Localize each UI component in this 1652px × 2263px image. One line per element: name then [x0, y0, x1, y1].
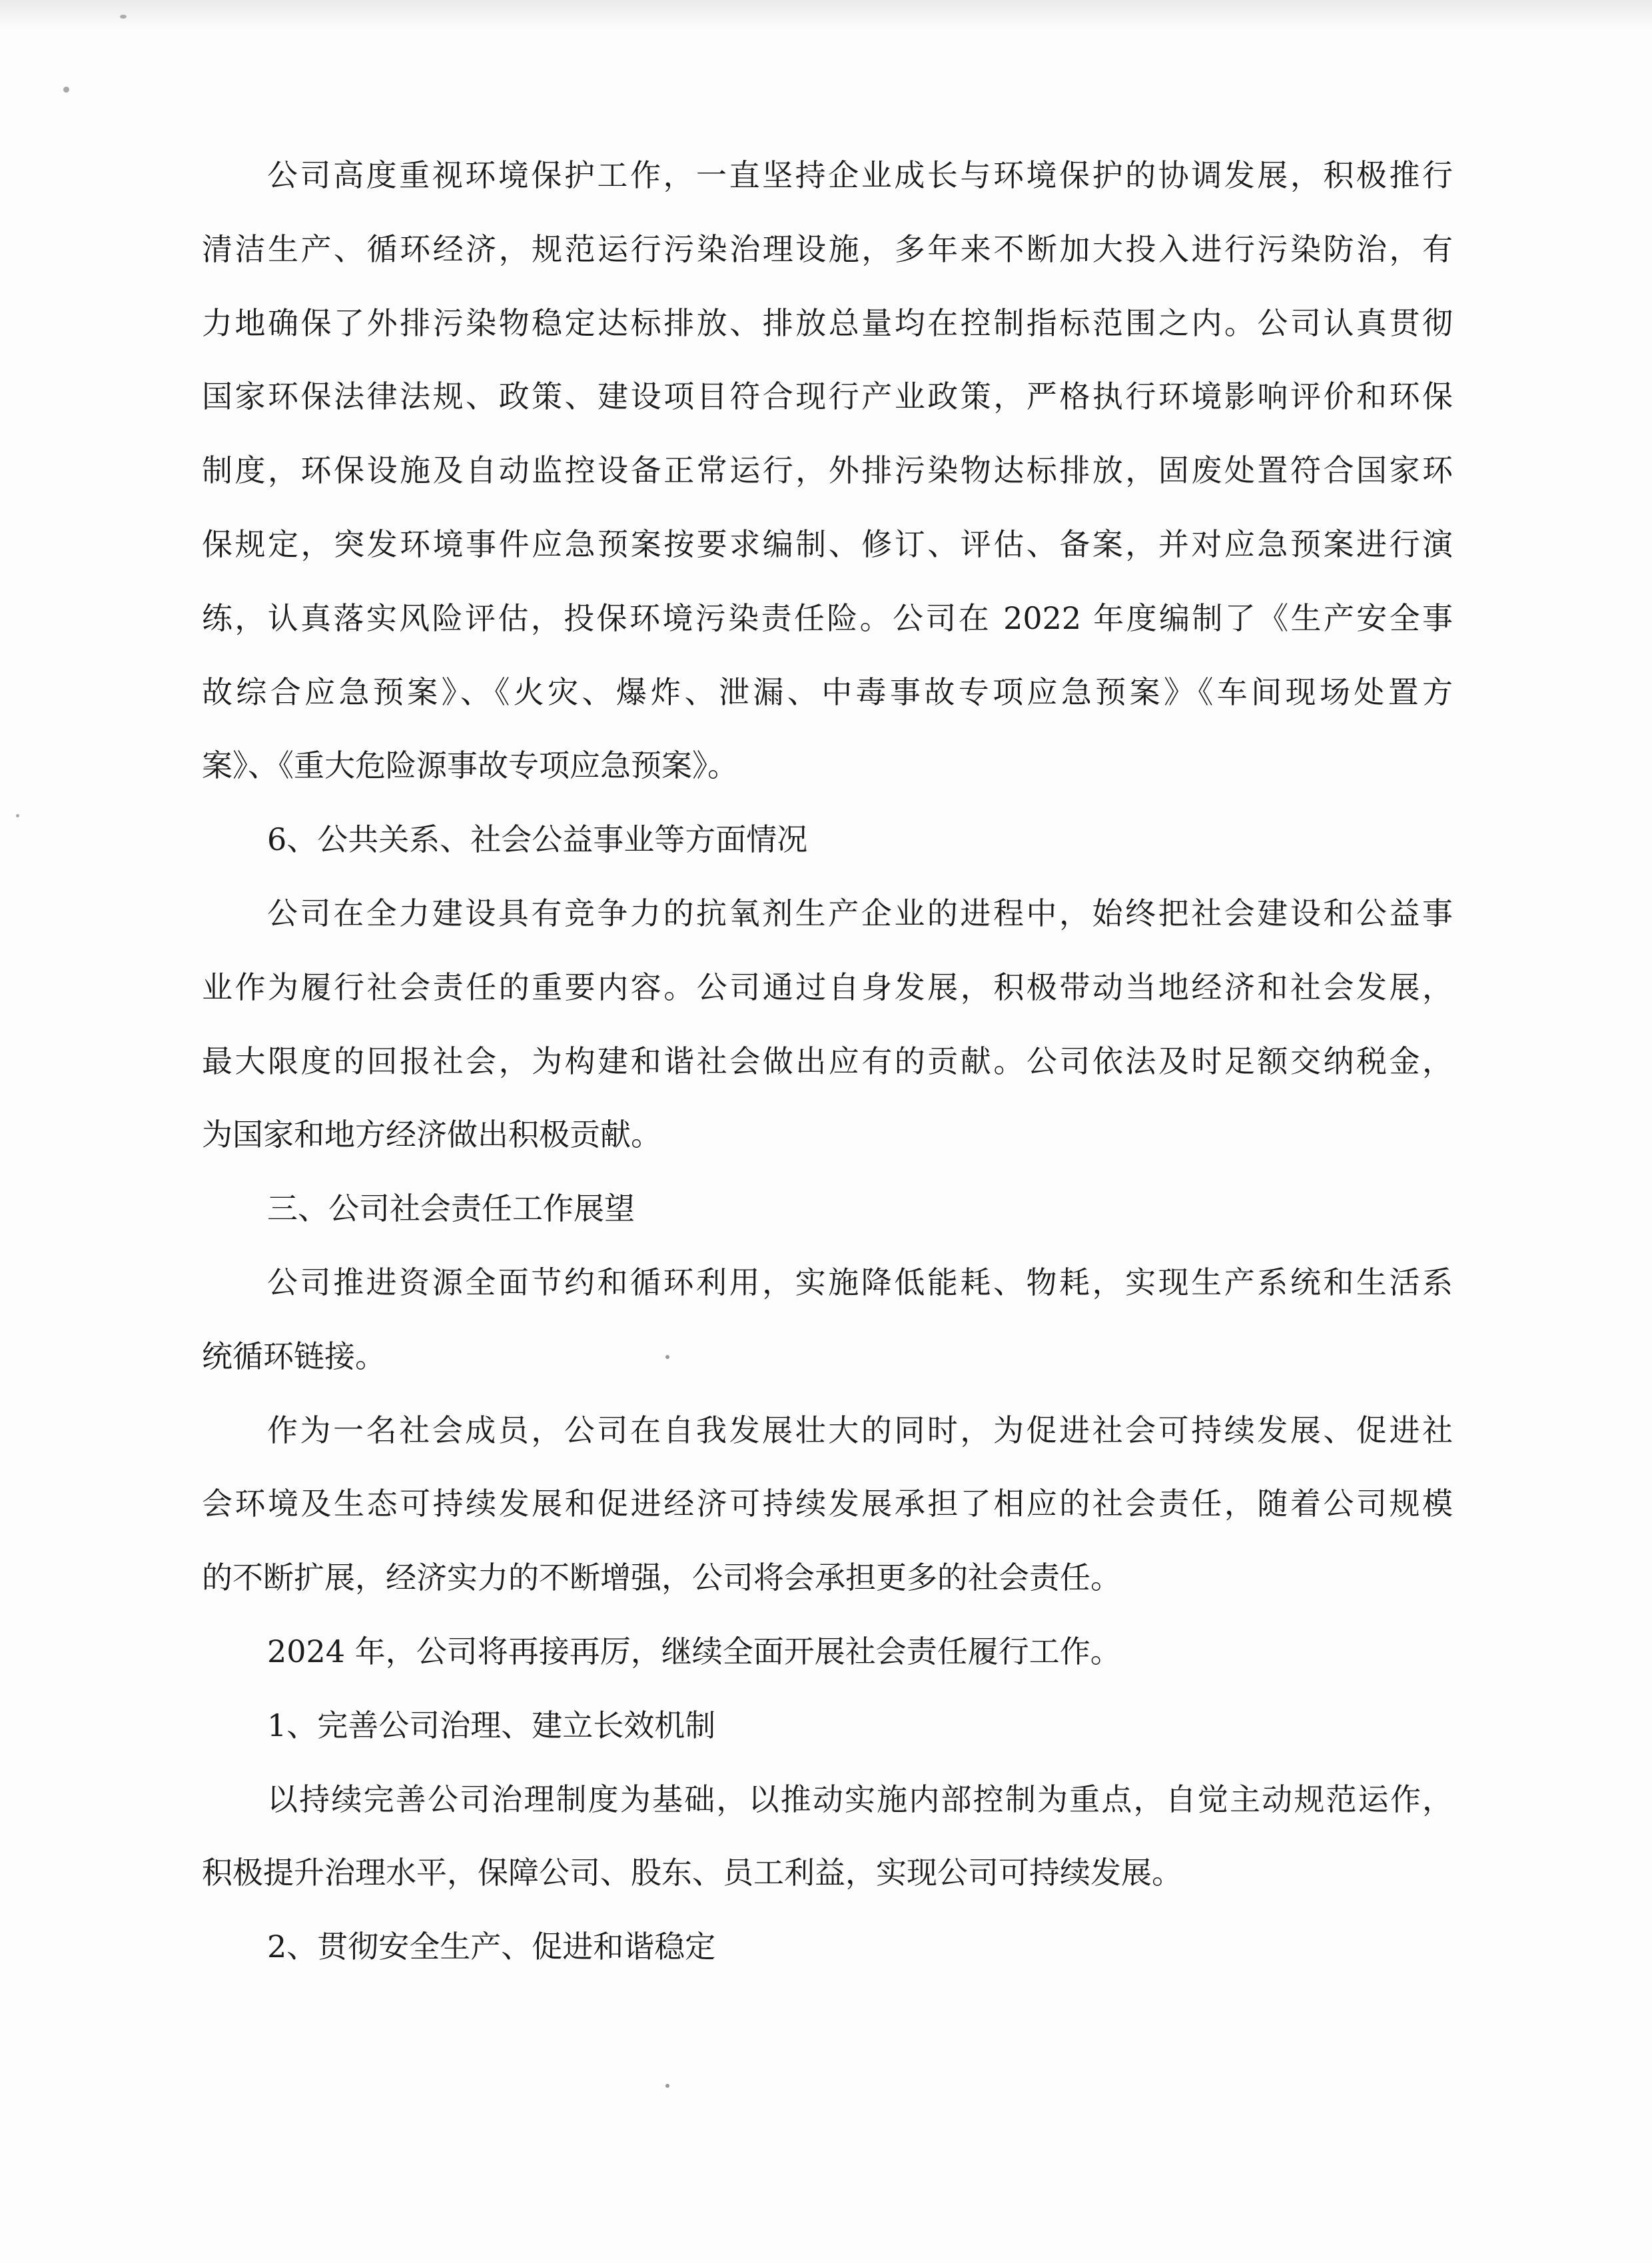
- section-heading-outlook: 三、公司社会责任工作展望: [267, 1190, 635, 1227]
- plan-2024-paragraph: [202, 1615, 1453, 1689]
- environment-paragraph: [202, 139, 1453, 803]
- text-line: 练，认真落实风险评估，投保环境污染责任险。公司在 2022 年度编制了《生产安全事: [202, 600, 1453, 636]
- text-line: 会环境及生态可持续发展和促进经济可持续发展承担了相应的社会责任，随着公司规模: [202, 1486, 1453, 1522]
- document-body: [202, 139, 1453, 1984]
- scan-speck: [63, 87, 69, 93]
- section-heading-governance: 1、完善公司治理、建立长效机制: [267, 1707, 716, 1743]
- text-line: 公司推进资源全面节约和循环利用，实施降低能耗、物耗，实现生产系统和生活系: [267, 1264, 1453, 1300]
- resource-paragraph: [202, 1246, 1453, 1394]
- text-line: 清洁生产、循环经济，规范运行污染治理设施，多年来不断加大投入进行污染防治，有: [202, 230, 1453, 267]
- text-line: 最大限度的回报社会，为构建和谐社会做出应有的贡献。公司依法及时足额交纳税金，: [202, 1043, 1453, 1079]
- scan-edge-shadow: [0, 0, 1652, 31]
- governance-paragraph: [202, 1763, 1453, 1911]
- member-paragraph: [202, 1394, 1453, 1615]
- text-line: 为国家和地方经济做出积极贡献。: [202, 1117, 661, 1153]
- text-line: 以持续完善公司治理制度为基础，以推动实施内部控制为重点，自觉主动规范运作，: [267, 1781, 1453, 1817]
- text-line: 案》、《重大危险源事故专项应急预案》。: [202, 747, 738, 784]
- text-line: 制度，环保设施及自动监控设备正常运行，外排污染物达标排放，固废处置符合国家环: [202, 452, 1453, 489]
- text-line: 的不断扩展，经济实力的不断增强，公司将会承担更多的社会责任。: [202, 1560, 1121, 1596]
- public-welfare-paragraph: [202, 877, 1453, 1172]
- text-line: 国家环保法律法规、政策、建设项目符合现行产业政策，严格执行环境影响评价和环保: [202, 378, 1453, 415]
- section-heading-safety: 2、贯彻安全生产、促进和谐稳定: [267, 1929, 716, 1965]
- text-line: 保规定，突发环境事件应急预案按要求编制、修订、评估、备案，并对应急预案进行演: [202, 526, 1453, 562]
- text-line: 积极提升治理水平，保障公司、股东、员工利益，实现公司可持续发展。: [202, 1855, 1182, 1891]
- text-line: 统循环链接。: [202, 1338, 386, 1374]
- scan-speck: [665, 2084, 669, 2088]
- text-line: 2024 年，公司将再接再厉，继续全面开展社会责任履行工作。: [267, 1633, 1121, 1669]
- section-heading-public-relations: 6、公共关系、社会公益事业等方面情况: [267, 821, 808, 858]
- text-line: 业作为履行社会责任的重要内容。公司通过自身发展，积极带动当地经济和社会发展，: [202, 969, 1453, 1005]
- text-line: 故综合应急预案》、《火灾、爆炸、泄漏、中毒事故专项应急预案》《车间现场处置方: [202, 674, 1453, 710]
- text-line: 公司高度重视环境保护工作，一直坚持企业成长与环境保护的协调发展，积极推行: [267, 157, 1453, 193]
- scan-speck: [120, 15, 127, 19]
- scan-speck: [16, 814, 19, 817]
- text-line: 作为一名社会成员，公司在自我发展壮大的同时，为促进社会可持续发展、促进社: [267, 1412, 1453, 1448]
- text-line: 力地确保了外排污染物稳定达标排放、排放总量均在控制指标范围之内。公司认真贯彻: [202, 304, 1453, 341]
- text-line: 公司在全力建设具有竞争力的抗氧剂生产企业的进程中，始终把社会建设和公益事: [267, 895, 1453, 931]
